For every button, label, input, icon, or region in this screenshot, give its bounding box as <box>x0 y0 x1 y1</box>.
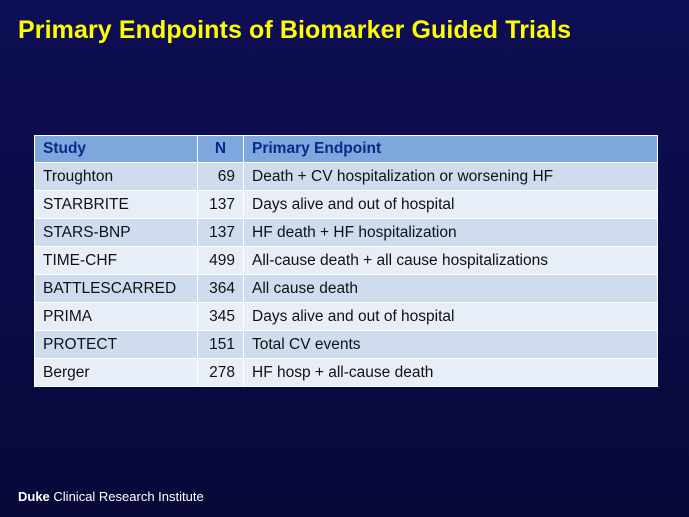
header-endpoint: Primary Endpoint <box>244 136 658 163</box>
footer-logo <box>18 489 204 504</box>
table-row <box>35 163 658 191</box>
cell-n: 137 <box>198 219 244 247</box>
footer-institute: Clinical Research Institute <box>49 489 204 504</box>
table-row <box>35 275 658 303</box>
table-row <box>35 247 658 275</box>
cell-study: Troughton <box>35 163 198 191</box>
header-n: N <box>198 136 244 163</box>
cell-endpoint: Days alive and out of hospital <box>244 303 658 331</box>
cell-n: 364 <box>198 275 244 303</box>
cell-n: 345 <box>198 303 244 331</box>
cell-study: TIME-CHF <box>35 247 198 275</box>
cell-endpoint: HF hosp + all-cause death <box>244 359 658 387</box>
table-header-row <box>35 136 658 163</box>
cell-n: 278 <box>198 359 244 387</box>
cell-study: PRIMA <box>35 303 198 331</box>
cell-study: BATTLESCARRED <box>35 275 198 303</box>
cell-endpoint: Death + CV hospitalization or worsening HF <box>244 163 658 191</box>
header-study: Study <box>35 136 198 163</box>
cell-endpoint: All-cause death + all cause hospitalizations <box>244 247 658 275</box>
cell-endpoint: Total CV events <box>244 331 658 359</box>
cell-n: 69 <box>198 163 244 191</box>
table-row <box>35 219 658 247</box>
slide-title: Primary Endpoints of Biomarker Guided Trials <box>18 16 572 44</box>
cell-study: STARBRITE <box>35 191 198 219</box>
trials-table <box>34 135 658 387</box>
cell-n: 137 <box>198 191 244 219</box>
footer-brand: Duke <box>18 489 50 504</box>
cell-endpoint: Days alive and out of hospital <box>244 191 658 219</box>
cell-n: 499 <box>198 247 244 275</box>
cell-endpoint: All cause death <box>244 275 658 303</box>
table-row <box>35 331 658 359</box>
cell-study: STARS-BNP <box>35 219 198 247</box>
table-row <box>35 359 658 387</box>
cell-study: Berger <box>35 359 198 387</box>
cell-n: 151 <box>198 331 244 359</box>
table-row <box>35 191 658 219</box>
cell-study: PROTECT <box>35 331 198 359</box>
cell-endpoint: HF death + HF hospitalization <box>244 219 658 247</box>
table-row <box>35 303 658 331</box>
